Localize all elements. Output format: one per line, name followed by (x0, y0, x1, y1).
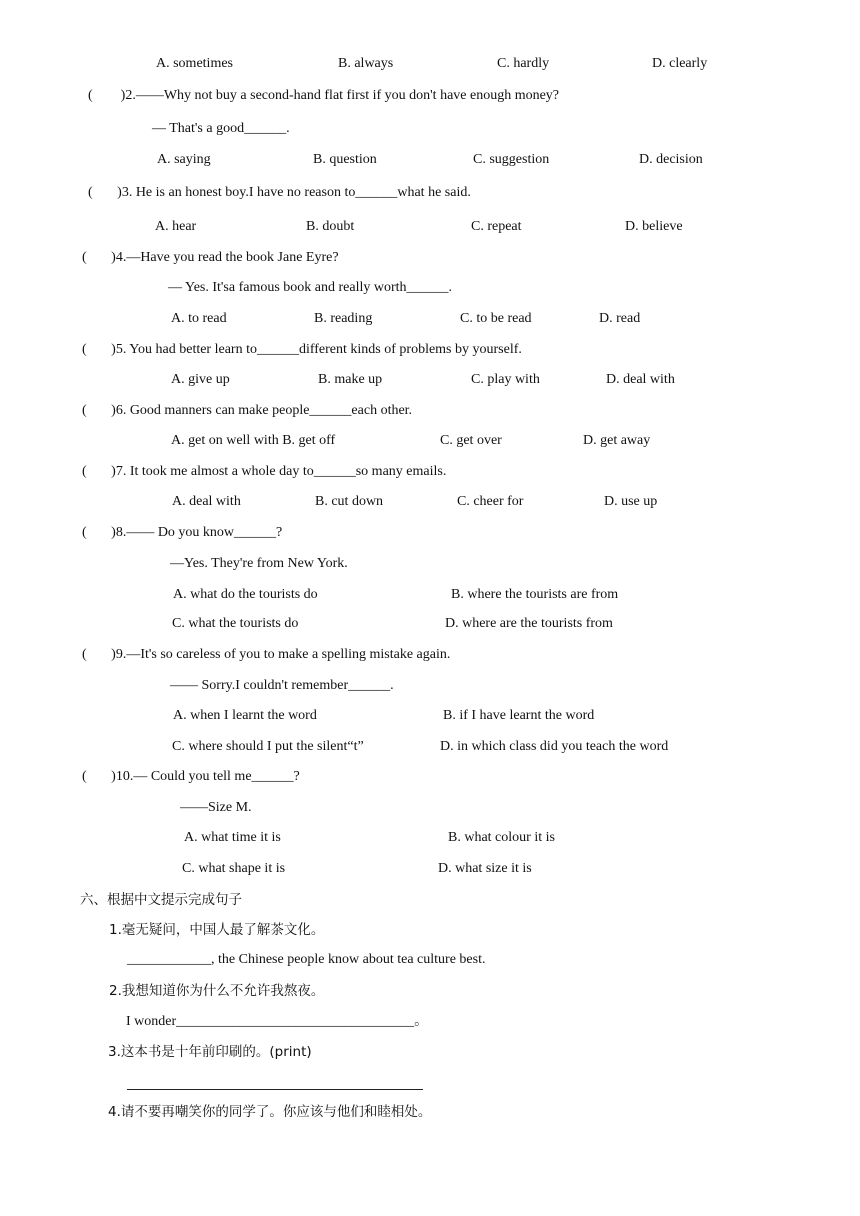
q7-option-b: B. cut down (315, 494, 384, 509)
q6-option-ab: A. get on well with B. get off (171, 433, 336, 448)
q8-option-b: B. where the tourists are from (451, 587, 619, 602)
q9-option-b: B. if I have learnt the word (443, 708, 595, 723)
q2-option-c: C. suggestion (473, 152, 550, 167)
q10-option-d: D. what size it is (438, 861, 532, 876)
q3-option-a: A. hear (155, 219, 197, 234)
q1-option-d: D. clearly (652, 56, 708, 71)
q4-option-a: A. to read (171, 311, 227, 326)
q6-stem: ( )6. Good manners can make people______each other. (82, 403, 413, 418)
s1-chinese-prompt: 1.毫无疑问，中国人最了解茶文化。 (109, 922, 325, 938)
q4-option-d: D. read (599, 311, 641, 326)
q8-reply: —Yes. They're from New York. (170, 556, 348, 571)
q4-stem: ( )4.—Have you read the book Jane Eyre? (82, 250, 339, 265)
q7-option-c: C. cheer for (457, 494, 524, 509)
q2-option-a: A. saying (157, 152, 211, 167)
q9-stem: ( )9.—It's so careless of you to make a spelling mistake again. (82, 647, 451, 662)
s4-chinese-prompt: 4.请不要再嘲笑你的同学了。你应该与他们和睦相处。 (108, 1104, 432, 1120)
q2-stem: ( )2.——Why not buy a second-hand flat first if you don't have enough money? (88, 88, 560, 103)
q5-option-d: D. deal with (606, 372, 675, 387)
q5-stem: ( )5. You had better learn to______different kinds of problems by yourself. (82, 342, 522, 357)
q1-option-a: A. sometimes (156, 56, 233, 71)
s1-english-line: ____________, the Chinese people know about tea culture best. (127, 952, 486, 967)
q6-option-c: C. get over (440, 433, 502, 448)
q9-option-d: D. in which class did you teach the word (440, 739, 669, 754)
q3-option-d: D. believe (625, 219, 683, 234)
q5-option-b: B. make up (318, 372, 383, 387)
q7-option-a: A. deal with (172, 494, 241, 509)
s3-answer-blank (127, 1089, 423, 1090)
q3-option-c: C. repeat (471, 219, 522, 234)
q2-option-d: D. decision (639, 152, 703, 167)
q8-stem: ( )8.—— Do you know______? (82, 525, 283, 540)
q8-option-d: D. where are the tourists from (445, 616, 613, 631)
q10-reply: ——Size M. (180, 800, 252, 815)
q7-option-d: D. use up (604, 494, 658, 509)
q5-option-a: A. give up (171, 372, 230, 387)
q2-option-b: B. question (313, 152, 377, 167)
q9-option-a: A. when I learnt the word (173, 708, 317, 723)
q2-reply: — That's a good______. (152, 121, 290, 136)
q4-reply: — Yes. It'sa famous book and really worth______. (168, 280, 453, 295)
q8-option-a: A. what do the tourists do (173, 587, 318, 602)
q1-option-c: C. hardly (497, 56, 550, 71)
q1-option-b: B. always (338, 56, 394, 71)
q10-option-a: A. what time it is (184, 830, 281, 845)
q10-option-c: C. what shape it is (182, 861, 286, 876)
q4-option-b: B. reading (314, 311, 373, 326)
section6-heading: 六、根据中文提示完成句子 (80, 892, 242, 908)
q10-stem: ( )10.— Could you tell me______? (82, 769, 300, 784)
q3-stem: ( )3. He is an honest boy.I have no reason to______what he said. (88, 185, 471, 200)
q7-stem: ( )7. It took me almost a whole day to______so many emails. (82, 464, 447, 479)
q9-option-c: C. where should I put the silent“t” (172, 739, 364, 754)
s2-english-line: I wonder__________________________________。 (126, 1014, 429, 1029)
q5-option-c: C. play with (471, 372, 540, 387)
s2-chinese-prompt: 2.我想知道你为什么不允许我熬夜。 (109, 983, 325, 999)
q3-option-b: B. doubt (306, 219, 355, 234)
q6-option-d: D. get away (583, 433, 651, 448)
s3-chinese-prompt: 3.这本书是十年前印刷的。(print) (108, 1044, 312, 1060)
q9-reply: —— Sorry.I couldn't remember______. (170, 678, 394, 693)
q10-option-b: B. what colour it is (448, 830, 555, 845)
q4-option-c: C. to be read (460, 311, 532, 326)
q8-option-c: C. what the tourists do (172, 616, 299, 631)
